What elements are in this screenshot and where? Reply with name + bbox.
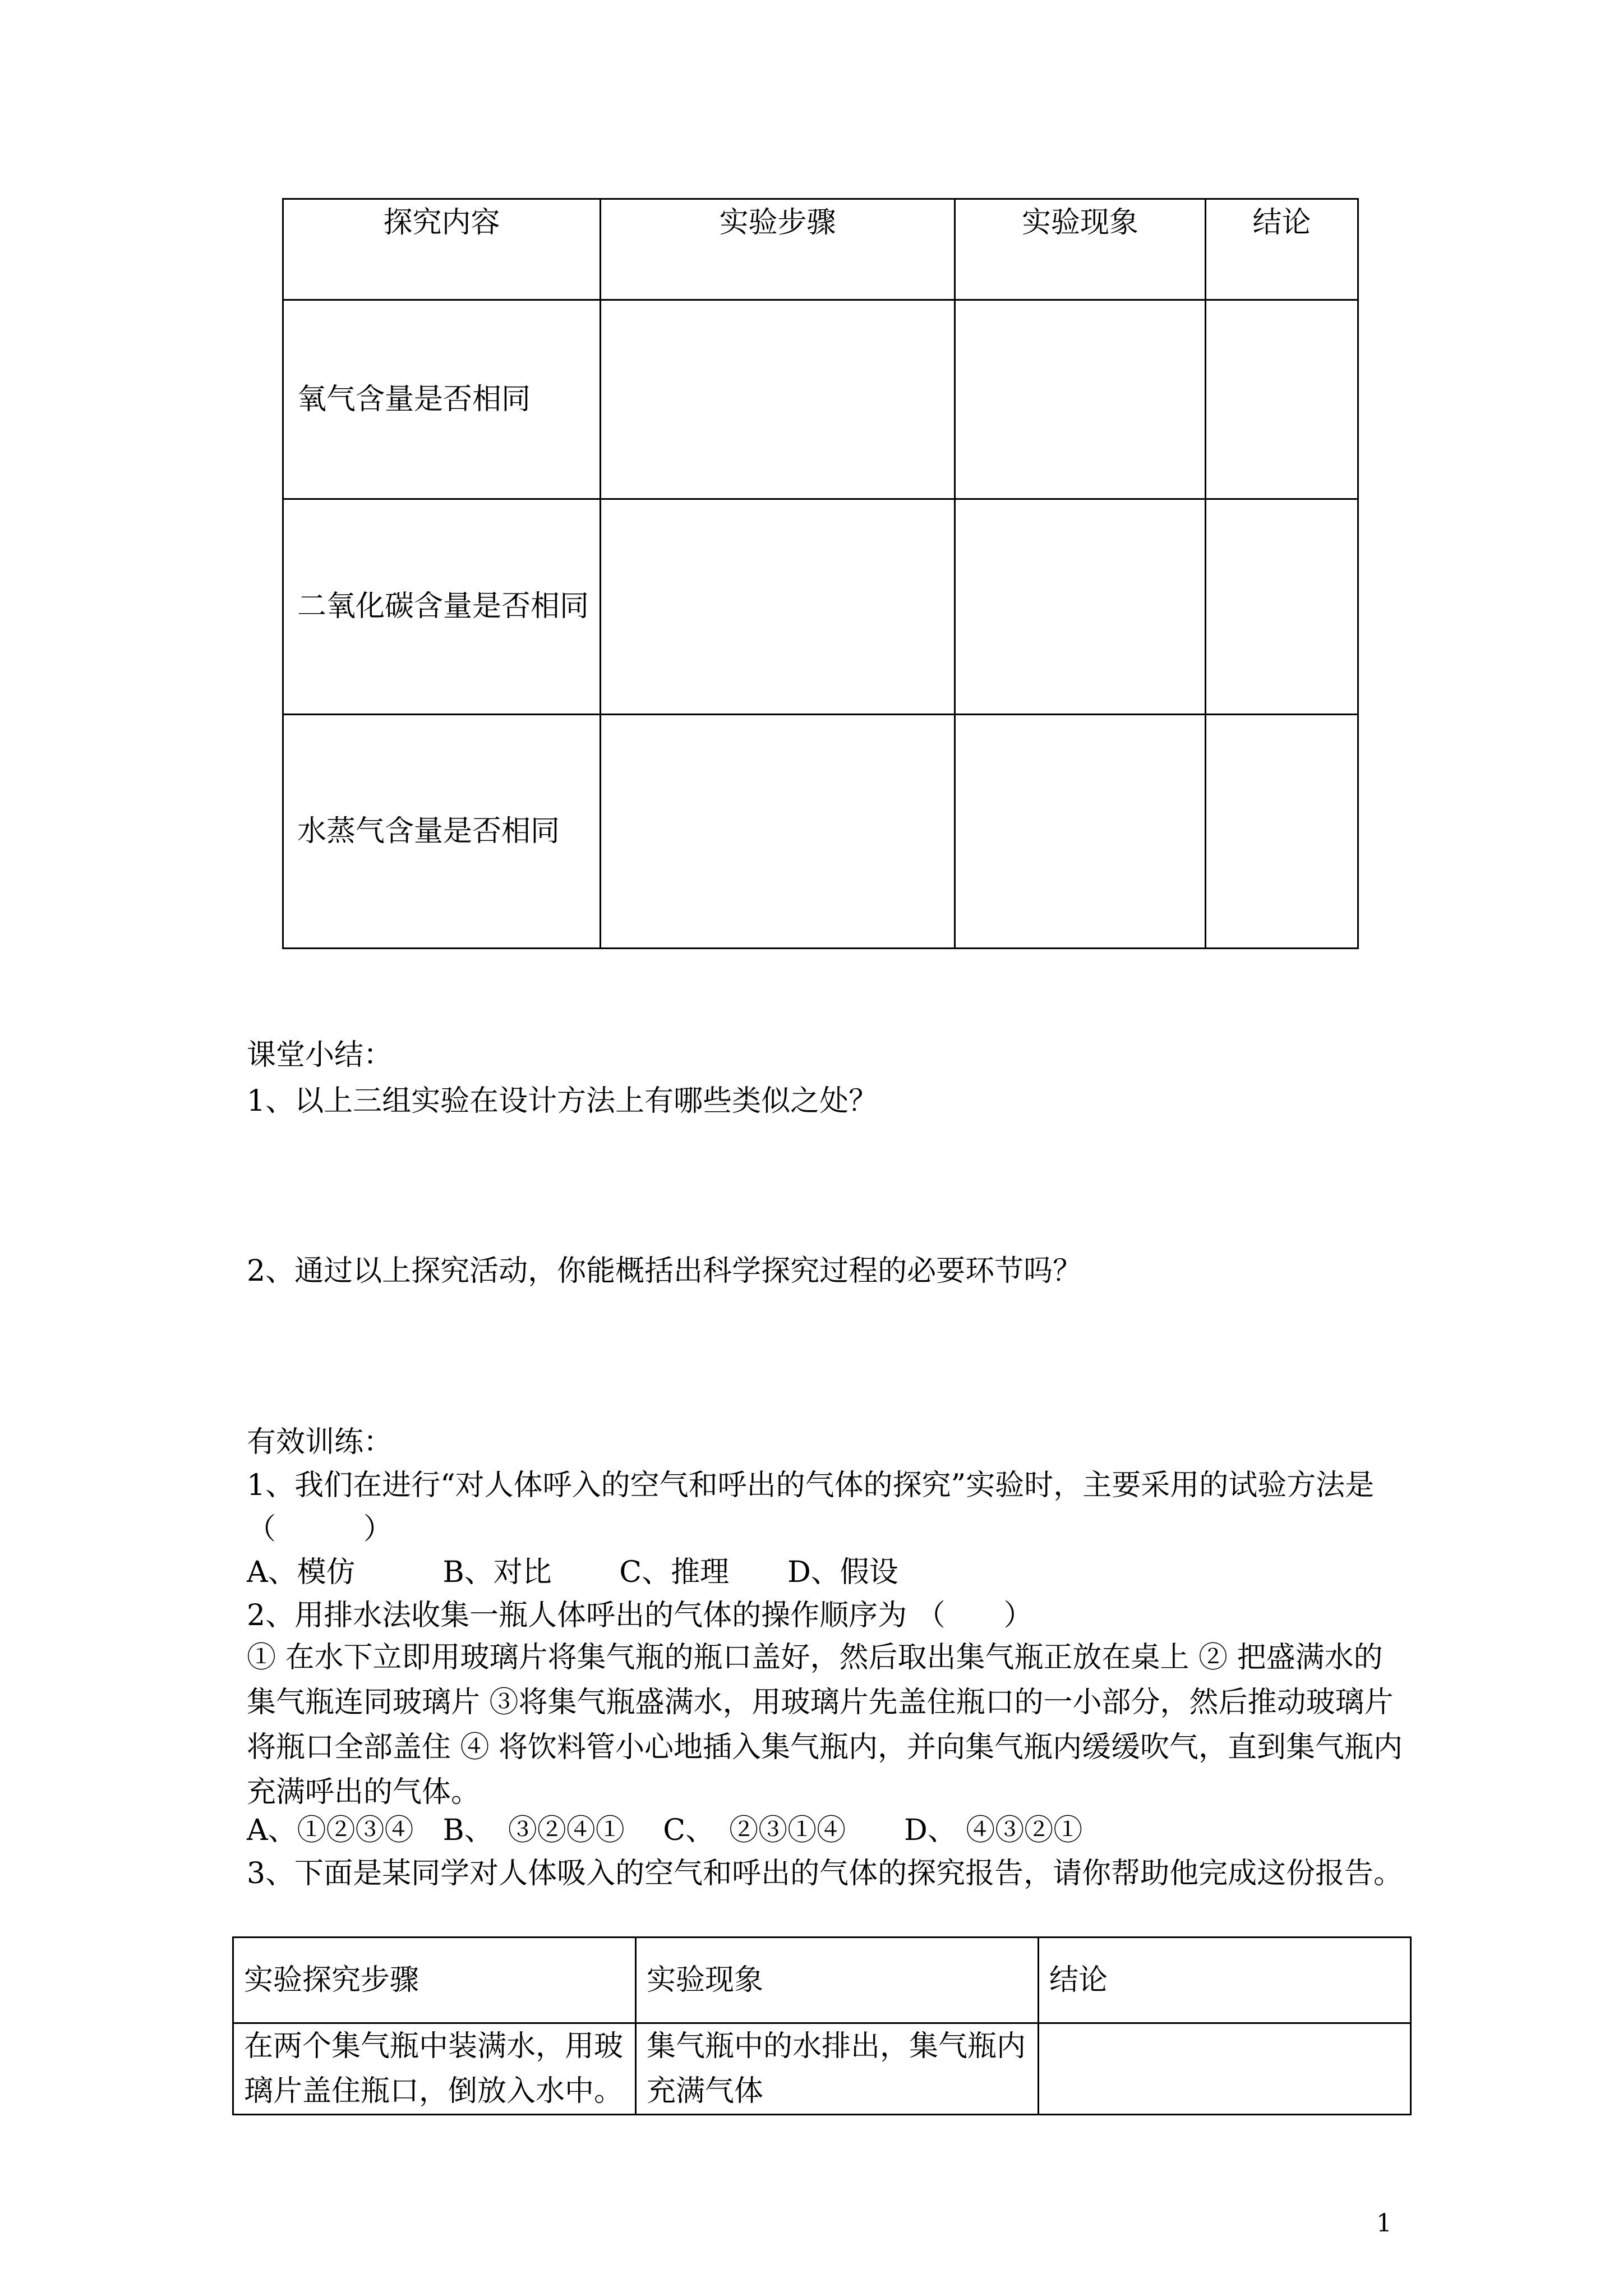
table-row: [283, 715, 1358, 949]
page-number: 1: [1376, 2209, 1392, 2238]
empty-cell: [955, 499, 1206, 715]
table-row: [233, 2023, 1411, 2115]
empty-cell: [601, 715, 955, 949]
question-2-body: ① 在水下立即用玻璃片将集气瓶的瓶口盖好，然后取出集气瓶正放在桌上 ② 把盛满水的集气瓶连同玻璃片 ③将集气瓶盛满水，用玻璃片先盖住瓶口的一小部分，然后推动玻璃片将瓶口全部盖住 ④ 将饮料管小心地插入集气瓶内，并向集气瓶内缓缓吹气，直到集气瓶内充满呼出的气体。: [247, 1641, 1403, 1809]
question-2-options: A、①②③④ B、 ③②④① C、 ②③①④ D、 ④③②①: [247, 1814, 1083, 1847]
phenomenon-cell: 集气瓶中的水排出，集气瓶内充满气体: [636, 2023, 1039, 2115]
training-question-3: 3、下面是某同学对人体吸入的空气和呼出的气体的探究报告，请你帮助他完成这份报告。: [247, 1857, 1403, 1890]
table-row: [283, 300, 1358, 499]
empty-cell: [1206, 300, 1358, 499]
conclusion-cell: [1039, 2023, 1411, 2115]
inquiry-table: [282, 198, 1359, 949]
empty-cell: [1206, 715, 1358, 949]
empty-cell: [601, 300, 955, 499]
table-row: [283, 499, 1358, 715]
topic-cell: 水蒸气含量是否相同: [283, 715, 601, 949]
empty-cell: [601, 499, 955, 715]
empty-cell: [955, 300, 1206, 499]
step-cell: 在两个集气瓶中装满水，用玻璃片盖住瓶口，倒放入水中。: [233, 2023, 636, 2115]
answer-blank: （ ）: [247, 1512, 393, 1546]
topic-cell: 氧气含量是否相同: [283, 300, 601, 499]
report-table-header: [233, 1938, 1411, 2023]
header-cell: 结论: [1206, 199, 1358, 300]
training-question-1: 1、我们在进行“对人体呼入的空气和呼出的气体的探究”实验时，主要采用的试验方法是: [247, 1469, 1375, 1502]
header-cell: 实验探究步骤: [233, 1938, 636, 2023]
summary-heading: 课堂小结：: [247, 1038, 393, 1072]
header-cell: 探究内容: [283, 199, 601, 300]
training-heading: 有效训练：: [247, 1425, 393, 1459]
header-cell: 结论: [1039, 1938, 1411, 2023]
summary-question-1: 1、以上三组实验在设计方法上有哪些类似之处？: [247, 1084, 878, 1118]
header-cell: 实验现象: [955, 199, 1206, 300]
topic-cell: 二氧化碳含量是否相同: [283, 499, 601, 715]
header-cell: 实验现象: [636, 1938, 1039, 2023]
summary-question-2: 2、通过以上探究活动，你能概括出科学探究过程的必要环节吗？: [247, 1254, 1082, 1288]
report-table: [232, 1936, 1412, 2115]
inquiry-table-header: [283, 199, 1358, 300]
header-cell: 实验步骤: [601, 199, 955, 300]
question-1-options: A、模仿 B、对比 C、推理 D、假设: [247, 1556, 898, 1589]
empty-cell: [1206, 499, 1358, 715]
training-question-2: 2、用排水法收集一瓶人体呼出的气体的操作顺序为 （ ）: [247, 1599, 1033, 1632]
empty-cell: [955, 715, 1206, 949]
